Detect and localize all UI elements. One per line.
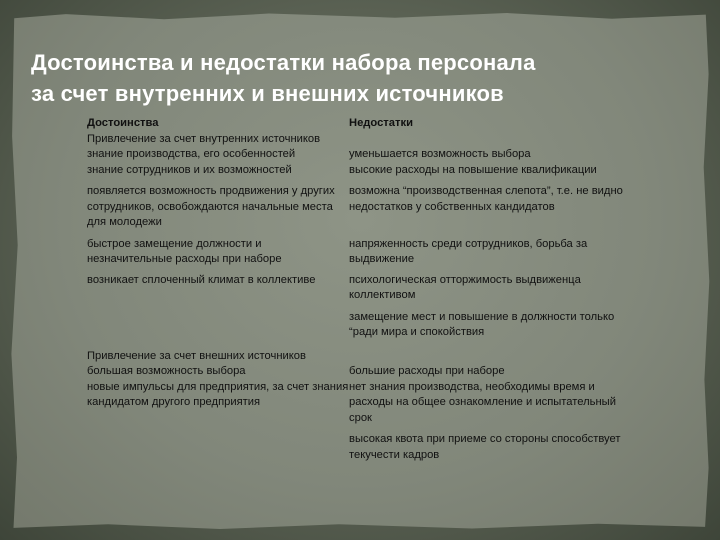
row-gap <box>87 341 627 349</box>
table-row <box>87 364 627 380</box>
table-row <box>87 432 627 463</box>
disadvantage-cell: большие расходы при наборе <box>349 365 505 377</box>
header-advantages: Достоинства <box>87 117 159 129</box>
advantage-cell <box>87 432 349 463</box>
table-row <box>87 147 627 163</box>
comparison-table <box>87 116 627 463</box>
advantage-cell: возникает сплоченный климат в коллективе <box>87 273 316 286</box>
disadvantage-cell: уменьшается возможность выбора <box>349 148 531 160</box>
header-disadvantages: Недостатки <box>349 117 413 129</box>
advantage-cell <box>87 310 349 341</box>
title-line-1: Достоинства и недостатки набора персонала <box>31 50 536 75</box>
title-line-2: за счет внутренних и внешних источников <box>31 81 504 106</box>
advantage-cell: знание сотрудников и их возможностей <box>87 163 292 176</box>
slide-title <box>31 47 701 109</box>
disadvantage-cell: напряженность среди сотрудников, борьба за выдвижение <box>349 237 588 265</box>
table-row <box>87 273 627 304</box>
advantage-cell: большая возможность выбора <box>87 365 246 377</box>
section-external-label-row <box>87 349 627 365</box>
section-internal-label-row <box>87 132 627 148</box>
table-row <box>87 184 627 231</box>
table-header-row <box>87 116 627 132</box>
advantage-cell: быстрое замещение должности и незначительные расходы при наборе <box>87 237 282 265</box>
disadvantage-cell: психологическая отторжимость выдвиженца коллективом <box>349 273 581 301</box>
table-row <box>87 380 627 427</box>
disadvantage-cell: высокая квота при приеме со стороны способствует текучести кадров <box>349 433 621 461</box>
disadvantage-cell: нет знания производства, необходимы время и расходы на общее ознакомление и испытательный срок <box>349 380 616 424</box>
advantage-cell: знание производства, его особенностей <box>87 148 296 160</box>
table-row <box>87 310 627 341</box>
disadvantage-cell: замещение мест и повышение в должности только “ради мира и спокойствия <box>349 310 615 338</box>
disadvantage-cell: высокие расходы на повышение квалификации <box>349 163 597 176</box>
advantage-cell: новые импульсы для предприятия, за счет знания кандидатом другого предприятия <box>87 380 349 408</box>
advantage-cell: появляется возможность продвижения у других сотрудников, освобождаются начальные места для молодежи <box>87 185 335 228</box>
section-internal-label: Привлечение за счет внутренних источников <box>87 132 321 145</box>
disadvantage-cell: возможна “производственная слепота”, т.е. не видно недостатков у собственных кандидатов <box>349 185 623 213</box>
table-row <box>87 163 627 179</box>
section-external-label: Привлечение за счет внешних источников <box>87 349 306 362</box>
table-row <box>87 237 627 268</box>
